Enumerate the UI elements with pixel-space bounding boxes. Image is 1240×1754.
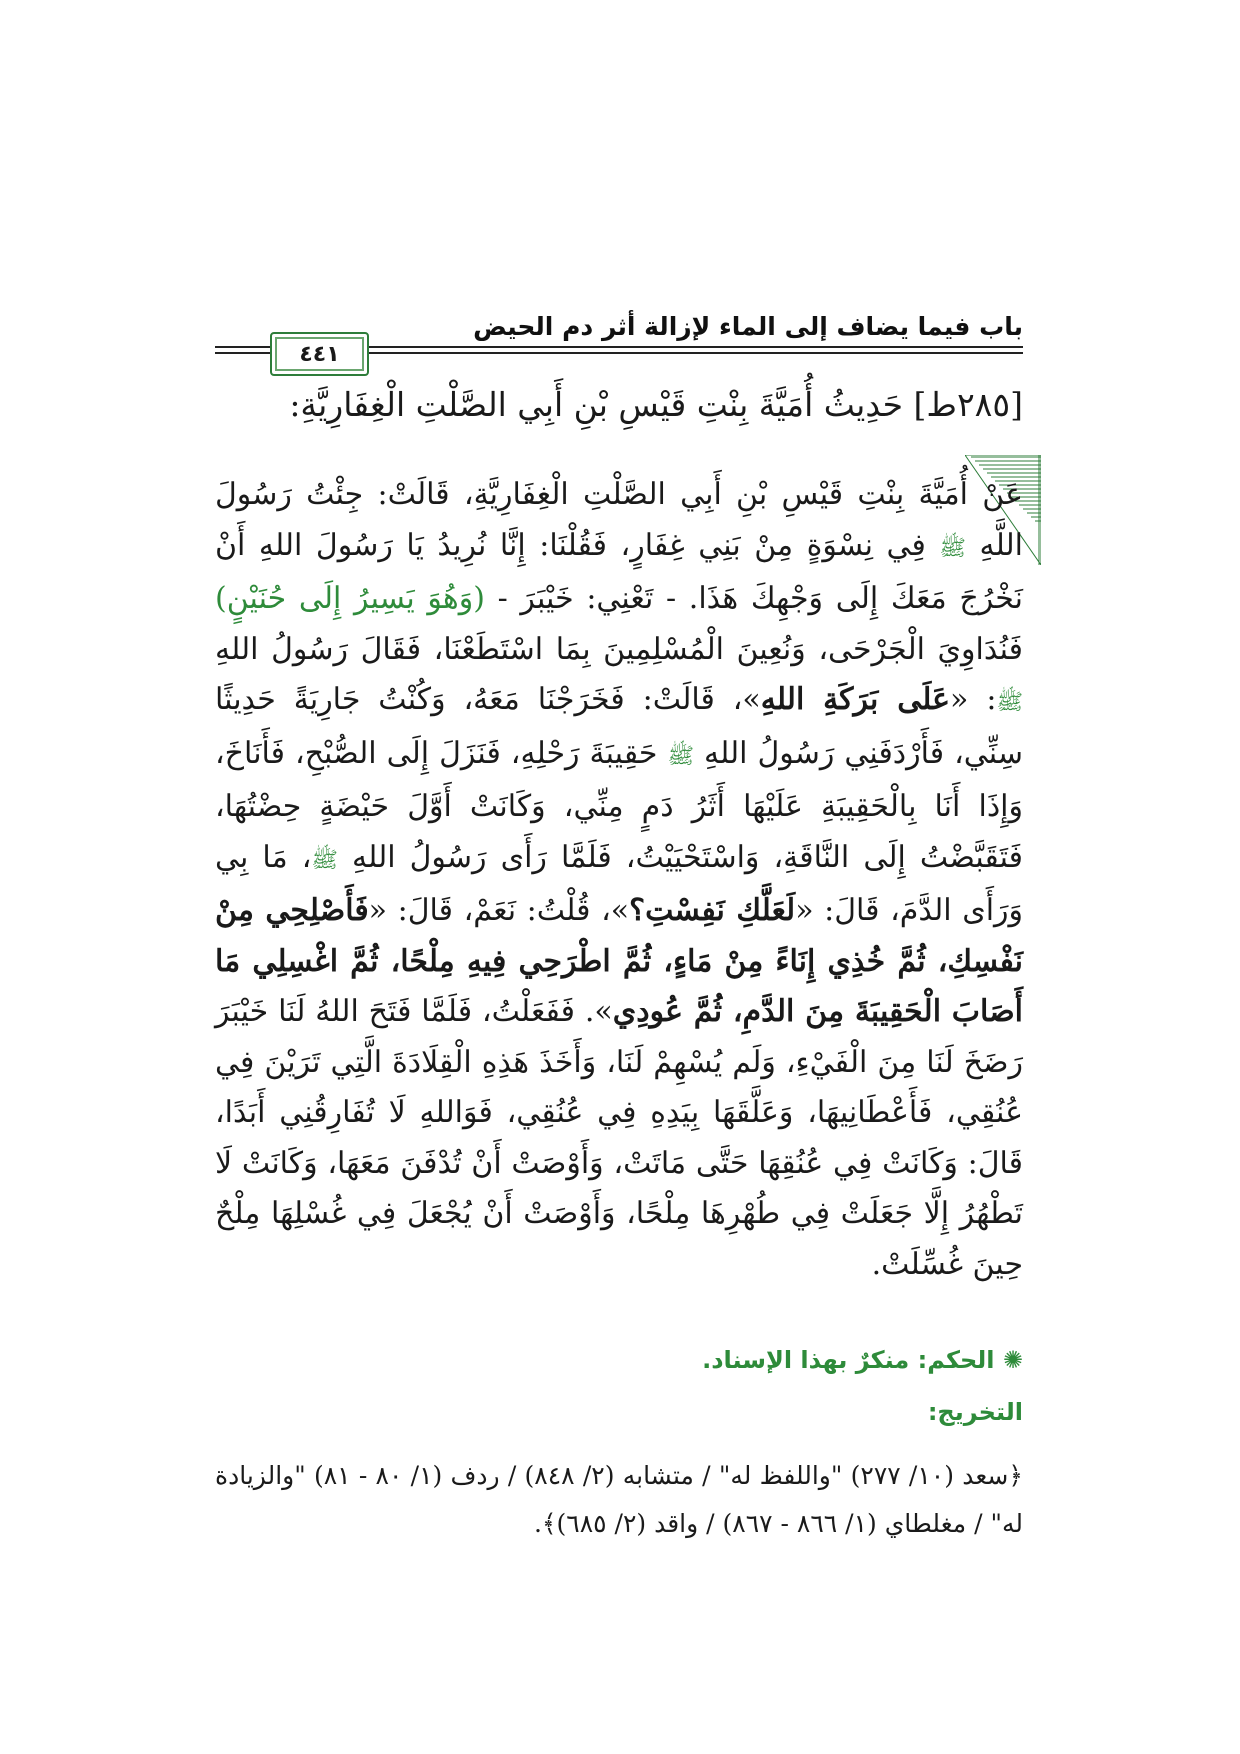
hadith-part: فِي نِسْوَةٍ مِنْ بَنِي غِفَارٍ، فَقُلْنَا: إِنَّا نُرِيدُ يَا رَسُولَ اللهِ أَنْ نَخْرُجَ مَعَكَ إِلَى وَجْهِكَ هَذَا. - تَعْنِي: خَيْبَرَ -	[215, 527, 1024, 616]
prophet-quote: فَأَصْلِحِي مِنْ نَفْسِكِ، ثُمَّ خُذِي إِنَاءً مِنْ مَاءٍ، ثُمَّ اطْرَحِي فِيهِ مِلْحًا، ثُمَّ اغْسِلِي مَا أَصَابَ الْحَقِيبَةَ مِنَ الدَّمِ، ثُمَّ عُودِي	[215, 893, 1023, 1029]
hadith-part: »، قُلْتُ: نَعَمْ، قَالَ: «	[368, 893, 630, 928]
running-header: باب فيما يضاف إلى الماء لإزالة أثر دم الحيض	[473, 312, 1023, 341]
ruling-text: منكرٌ بهذا الإسناد.	[702, 1346, 910, 1374]
hadith-part: عَنْ أُمَيَّةَ بِنْتِ قَيْسِ بْنِ أَبِي الصَّلْتِ الْغِفَارِيَّةِ، قَالَتْ: جِئْتُ رَسُولَ اللَّهِ	[215, 477, 1023, 563]
hadith-part: : «	[950, 682, 997, 717]
hadith-part: فَنُدَاوِيَ الْجَرْحَى، وَنُعِينَ الْمُسْلِمِينَ بِمَا اسْتَطَعْنَا، فَقَالَ رَسُولُ اللهِ	[215, 631, 1023, 667]
ruling	[215, 1346, 1023, 1374]
salla-icon: ﷺ	[311, 847, 338, 873]
hadith-part: ». فَفَعَلْتُ، فَلَمَّا فَتَحَ اللهُ لَنَا خَيْبَرَ رَضَخَ لَنَا مِنَ الْفَيْءِ، وَلَم يُسْهِمْ لَنَا، وَأَخَذَ هَذِهِ الْقِلَادَةَ الَّتِي تَرَيْنَ فِي عُنُقِي، فَأَعْطَانِيهَا، وَعَلَّقَهَا بِيَدِهِ فِي عُنُقِي، فَوَاللهِ لَا تُفَارِقُنِي أَبَدًا، قَالَ: وَكَانَتْ فِي عُنُقِهَا حَتَّى مَاتَتْ، وَأَوْصَتْ أَنْ تُدْفَنَ مَعَهَا، وَكَانَتْ لَا تَطْهُرُ إِلَّا جَعَلَتْ فِي طُهْرِهَا مِلْحًا، وَأَوْصَتْ أَنْ يُجْعَلَ فِي غُسْلِهَا مِلْحٌ حِينَ غُسِّلَتْ.	[215, 994, 1023, 1282]
document-page	[215, 0, 1023, 1754]
section-title: [٢٨٥ط] حَدِيثُ أُمَيَّةَ بِنْتِ قَيْسِ بْنِ أَبِي الصَّلْتِ الْغِفَارِيَّةِ:	[289, 385, 1023, 424]
salla-icon: ﷺ	[996, 690, 1024, 715]
salla-icon: ﷺ	[667, 743, 695, 769]
hadith-text	[215, 470, 1023, 1290]
ruling-label: الحكم:	[917, 1346, 995, 1374]
takhrij-heading: التخريج:	[927, 1398, 1023, 1426]
hadith-highlight: (وَهُوَ يَسِيرُ إِلَى حُنَيْنٍ)	[215, 581, 485, 616]
page-number-badge	[270, 332, 369, 376]
prophet-quote: عَلَى بَرَكَةِ اللهِ	[760, 682, 951, 717]
prophet-quote: لَعَلَّكِ نَفِسْتِ؟	[629, 893, 796, 928]
hadith-part: ، مَا بِي وَرَأَى الدَّمَ، قَالَ: «	[215, 839, 1023, 928]
rosette-icon: ✺	[1002, 1346, 1023, 1374]
takhrij-text: ﴿سعد (١٠/ ٢٧٧) "واللفظ له" / متشابه (٢/ ٨٤٨) / ردف (١/ ٨٠ - ٨١) "والزيادة له" / مغلطاي (١/ ٨٦٦ - ٨٦٧) / واقد (٢/ ٦٨٥)﴾.	[215, 1461, 1023, 1538]
page-number: ٤٤١	[299, 341, 340, 367]
hadith-part: »، قَالَتْ: فَخَرَجْنَا مَعَهُ، وَكُنْتُ جَارِيَةً حَدِيثًا سِنِّي، فَأَرْدَفَنِي رَسُولُ اللهِ	[215, 682, 1024, 771]
hadith-part: حَقِيبَةَ رَحْلِهِ، فَنَزَلَ إِلَى الصُّبْحِ، فَأَنَاخَ، وَإِذَا أَنَا بِالْحَقِيبَةِ عَلَيْهَا أَثَرُ دَمٍ مِنِّي، وَكَانَتْ أَوَّلَ حَيْضَةٍ حِضْتُهَا، فَتَقَبَّضْتُ إِلَى النَّاقَةِ، وَاسْتَحْيَيْتُ، فَلَمَّا رَأَى رَسُولُ اللهِ	[215, 735, 1023, 875]
salla-icon: ﷺ	[939, 535, 966, 561]
